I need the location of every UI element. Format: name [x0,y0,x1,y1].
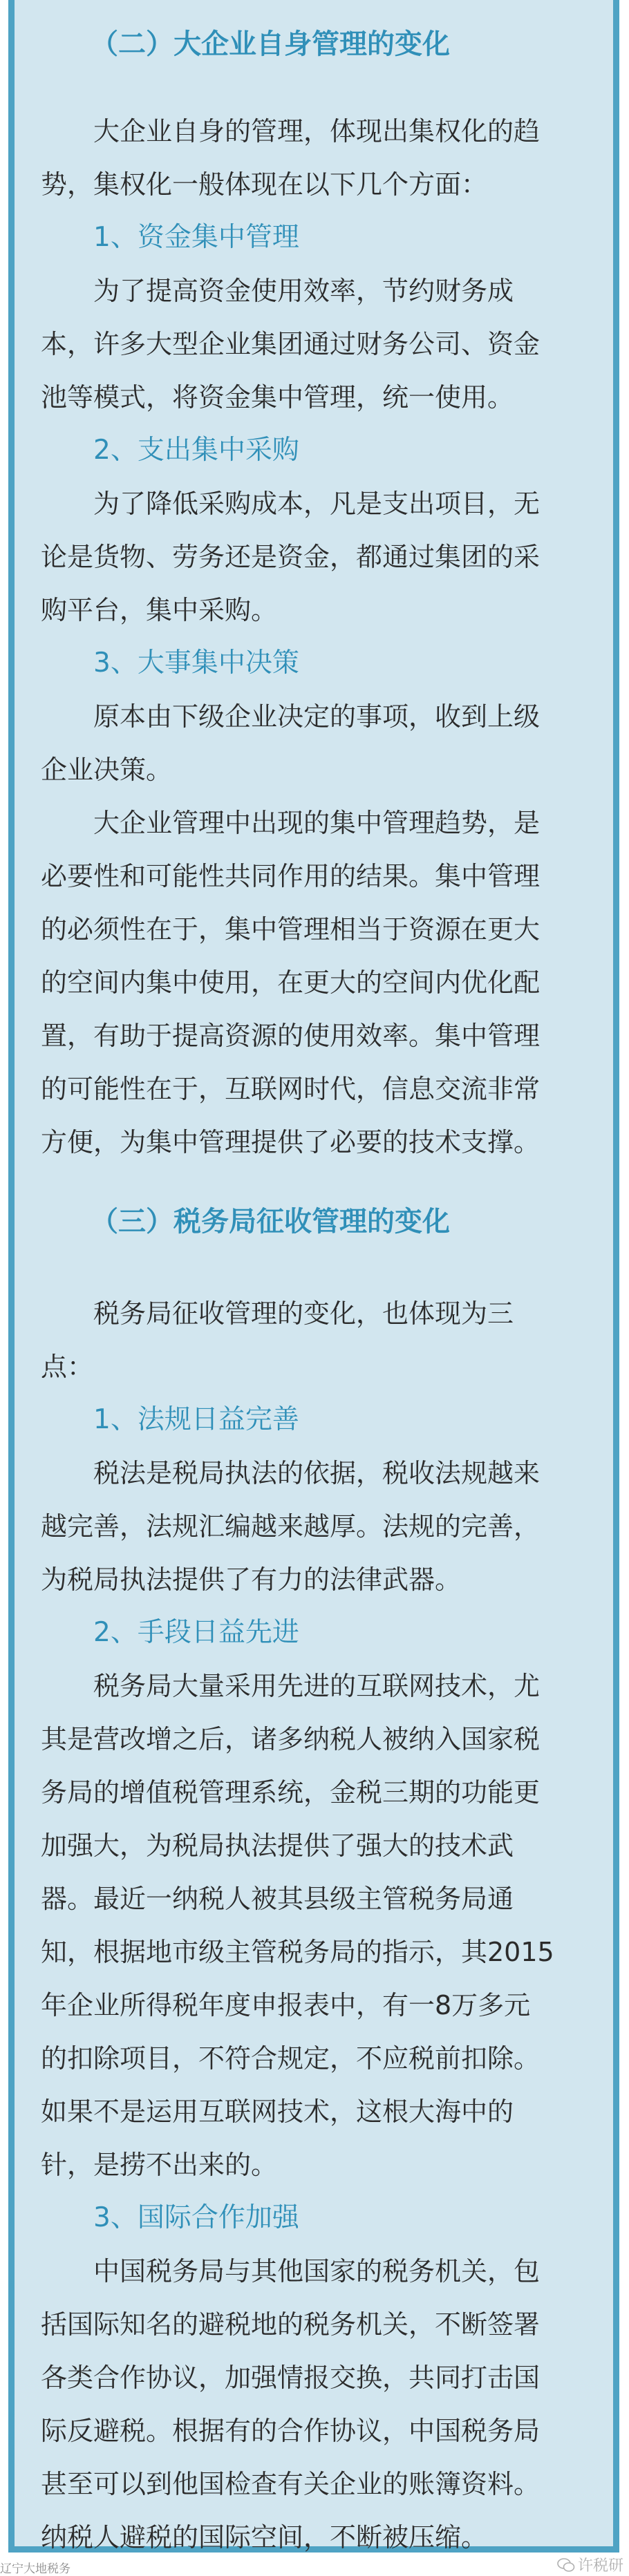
paragraph-line: 池等模式，将资金集中管理，统一使用。 [41,382,514,413]
paragraph-line: 甚至可以到他国检查有关企业的账簿资料。 [41,2469,541,2499]
section-2-title: （二）大企业自身管理的变化 [91,28,450,60]
paragraph-line: 括国际知名的避税地的税务机关，不断签署 [41,2309,541,2340]
left-watermark: 辽宁大地税务 [0,2562,71,2576]
paragraph-line: 购平台，集中采购。 [41,595,278,625]
paragraph-line: 加强大，为税局执法提供了强大的技术武 [41,1830,514,1861]
paragraph-line: 纳税人避税的国际空间，不断被压缩。 [41,2522,488,2553]
paragraph-line: 的可能性在于，互联网时代，信息交流非常 [41,1074,541,1104]
right-watermark-text: 许税研 [577,2557,623,2575]
paragraph-line: 置，有助于提高资源的使用效率。集中管理 [41,1021,541,1051]
subheading-3: 3、大事集中决策 [93,647,299,679]
paragraph-line: 务局的增值税管理系统，金税三期的功能更 [41,1777,541,1808]
paragraph-line: 点： [41,1352,94,1382]
paragraph-line: 原本由下级企业决定的事项，收到上级 [93,701,541,732]
paragraph-line: 税法是税局执法的依据，税收法规越来 [93,1458,541,1488]
paragraph-line: 为税局执法提供了有力的法律武器。 [41,1564,462,1595]
subheading-2: 2、手段日益先进 [93,1617,299,1648]
paragraph-line: 知，根据地市级主管税务局的指示，其2015 [41,1937,554,1967]
paragraph-line: 企业决策。 [41,755,173,785]
section-3-title: （三）税务局征收管理的变化 [91,1206,450,1238]
subheading-1: 1、法规日益完善 [93,1404,299,1435]
paragraph-line: 如果不是运用互联网技术，这根大海中的 [41,2096,514,2127]
paragraph-line: 本，许多大型企业集团通过财务公司、资金 [41,329,541,359]
paragraph-line: 方便，为集中管理提供了必要的技术支撑。 [41,1127,541,1157]
wechat-icon [557,2557,575,2573]
right-watermark [557,2554,623,2575]
paragraph-line: 大企业自身的管理，体现出集权化的趋 [93,116,541,146]
paragraph-line: 其是营改增之后，诸多纳税人被纳入国家税 [41,1724,541,1754]
paragraph-line: 必要性和可能性共同作用的结果。集中管理 [41,861,541,891]
article-panel [8,0,619,2553]
paragraph-line: 论是货物、劳务还是资金，都通过集团的采 [41,542,541,572]
subheading-3: 3、国际合作加强 [93,2202,299,2233]
paragraph-line: 年企业所得税年度申报表中，有一8万多元 [41,1990,531,2020]
paragraph-line: 器。最近一纳税人被其县级主管税务局通 [41,1884,514,1914]
paragraph-line: 势，集权化一般体现在以下几个方面： [41,169,488,200]
paragraph-line: 税务局征收管理的变化，也体现为三 [93,1298,514,1329]
paragraph-line: 的空间内集中使用，在更大的空间内优化配 [41,967,541,998]
paragraph-line: 针，是捞不出来的。 [41,2150,278,2180]
paragraph-line: 大企业管理中出现的集中管理趋势，是 [93,808,541,838]
paragraph-line: 的必须性在于，集中管理相当于资源在更大 [41,914,541,945]
paragraph-line: 中国税务局与其他国家的税务机关，包 [93,2256,541,2286]
paragraph-line: 际反避税。根据有的合作协议，中国税务局 [41,2416,541,2446]
paragraph-line: 越完善，法规汇编越来越厚。法规的完善， [41,1511,541,1542]
paragraph-line: 各类合作协议，加强情报交换，共同打击国 [41,2362,541,2393]
subheading-2: 2、支出集中采购 [93,435,299,466]
paragraph-line: 为了提高资金使用效率，节约财务成 [93,276,514,306]
paragraph-line: 税务局大量采用先进的互联网技术，尤 [93,1671,541,1701]
paragraph-line: 的扣除项目，不符合规定，不应税前扣除。 [41,2043,541,2074]
article-body [41,0,597,2553]
subheading-1: 1、资金集中管理 [93,222,299,253]
paragraph-line: 为了降低采购成本，凡是支出项目，无 [93,489,541,519]
